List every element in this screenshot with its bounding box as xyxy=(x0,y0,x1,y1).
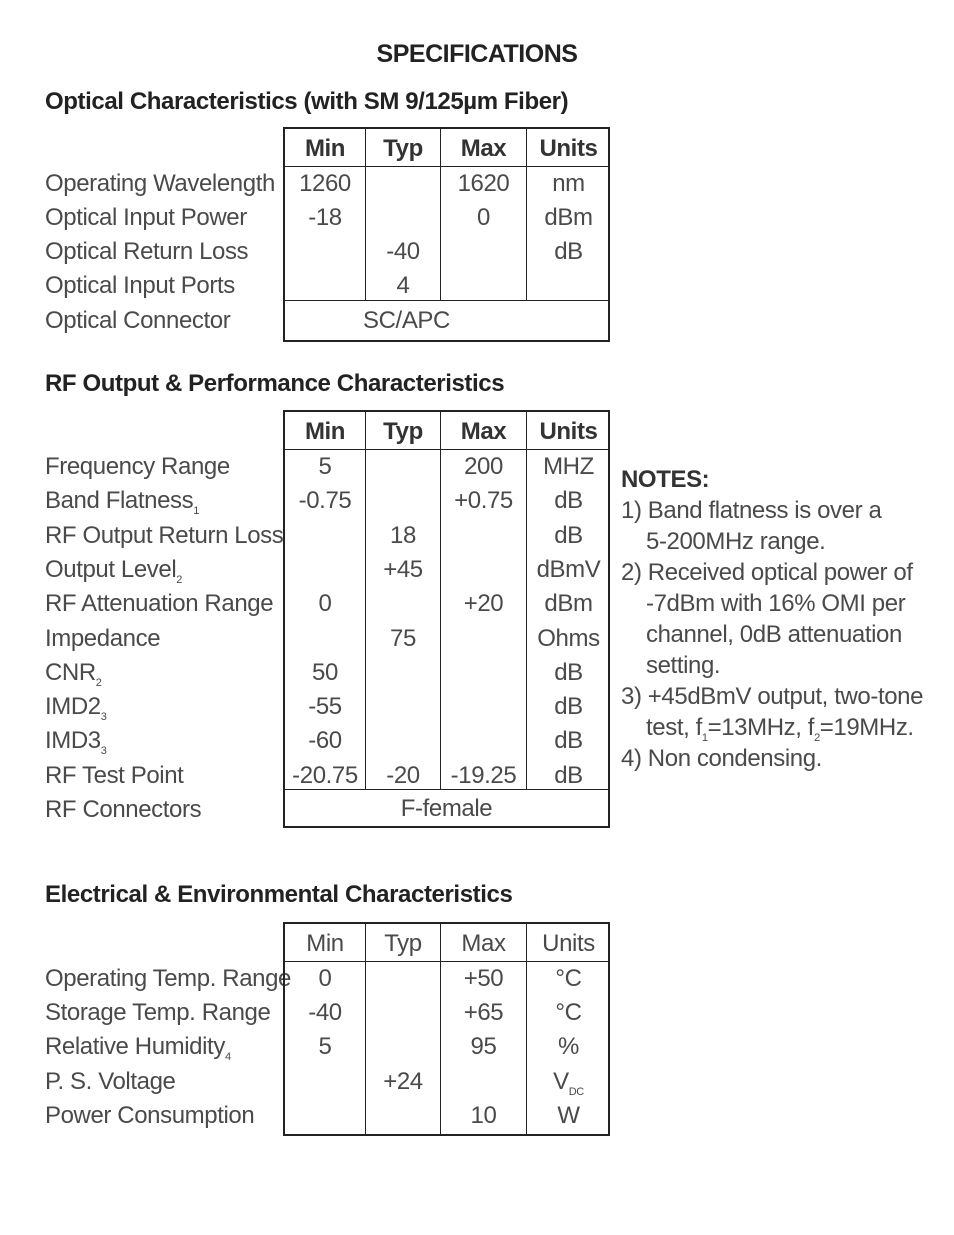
optical-table xyxy=(283,127,610,342)
electrical-row-label: Operating Temp. Range xyxy=(45,965,291,992)
column-header-min: Min xyxy=(304,135,346,162)
table-cell-units: dBm xyxy=(544,590,593,617)
table-cell-max: +0.75 xyxy=(454,487,513,514)
rf-row-label: Impedance xyxy=(45,625,161,652)
table-cell-max: 200 xyxy=(464,453,503,480)
table-cell-typ: +45 xyxy=(383,556,423,583)
column-header-typ: Typ xyxy=(383,135,423,162)
table-cell-units: dB xyxy=(554,238,583,265)
table-cell-min: -40 xyxy=(308,999,342,1026)
column-header-typ: Typ xyxy=(383,418,423,445)
table-cell-max: +50 xyxy=(463,965,504,992)
electrical-heading: Electrical & Environmental Characteristics xyxy=(45,881,513,908)
table-cell-min: -18 xyxy=(308,204,342,231)
rf-row-label: RF Output Return Loss xyxy=(45,522,284,549)
table-cell-units: dB xyxy=(554,727,583,754)
table-cell-units: dB xyxy=(554,522,583,549)
table-cell-units: dB xyxy=(554,659,583,686)
table-cell-max: +20 xyxy=(463,590,504,617)
table-cell-max: -19.25 xyxy=(450,762,517,789)
rf-row-label: RF Attenuation Range xyxy=(45,590,274,617)
table-cell-min: -20.75 xyxy=(292,762,358,789)
table-cell-min: 1260 xyxy=(299,170,351,197)
table-cell-typ: -20 xyxy=(386,762,420,789)
table-cell-units: dBm xyxy=(544,204,593,231)
column-header-units: Units xyxy=(539,135,598,162)
table-cell-units: $V_{DC}$ xyxy=(553,1068,584,1098)
rf-table xyxy=(283,410,610,828)
table-cell-units: dB xyxy=(554,693,583,720)
electrical-row-label: Power Consumption xyxy=(45,1102,255,1129)
table-cell-typ: 18 xyxy=(390,522,416,549)
table-cell-units: % xyxy=(558,1033,579,1060)
table-cell-units: dB xyxy=(554,487,583,514)
column-header-max: Max xyxy=(461,930,506,957)
table-cell-min: 0 xyxy=(318,965,332,992)
table-cell-min: 5 xyxy=(318,1033,332,1060)
notes-title: NOTES: xyxy=(621,466,710,493)
table-cell-max: 0 xyxy=(477,204,490,231)
table-cell-units: dBmV xyxy=(536,556,601,583)
table-cell-max: 95 xyxy=(470,1033,497,1060)
note-item: 2) Received optical power of -7dBm with 16% OMI per channel, 0dB attenuation setting. xyxy=(621,559,913,679)
optical-connector-value: SC/APC xyxy=(363,307,450,334)
column-header-min: Min xyxy=(304,418,346,445)
notes-block xyxy=(621,464,941,774)
column-header-units: Units xyxy=(542,930,595,957)
rf-connectors-label: RF Connectors xyxy=(45,796,202,823)
optical-connector-label: Optical Connector xyxy=(45,307,231,334)
optical-row-label: Optical Input Power xyxy=(45,204,247,231)
column-header-units: Units xyxy=(539,418,598,445)
optical-row-label: Optical Input Ports xyxy=(45,272,235,299)
table-cell-min: -0.75 xyxy=(298,487,352,514)
table-cell-units: °C xyxy=(555,999,582,1026)
note-item: 3) +45dBmV output, two-tone test, $f_1=13MHz$, $f_2=19MHz$. xyxy=(621,683,924,744)
electrical-row-label: Storage Temp. Range xyxy=(45,999,271,1026)
table-cell-units: °C xyxy=(555,965,582,992)
rf-row-label: Band Flatness$_1$ xyxy=(45,487,199,517)
table-cell-typ: -40 xyxy=(386,238,420,265)
table-cell-units: W xyxy=(557,1102,580,1129)
rf-row-label: $CNR_2$ xyxy=(45,659,102,689)
column-header-max: Max xyxy=(460,135,507,162)
column-header-min: Min xyxy=(306,930,344,957)
electrical-table xyxy=(283,922,610,1136)
electrical-row-label: Relative Humidity$_4$ xyxy=(45,1033,231,1063)
rf-heading: RF Output & Performance Characteristics xyxy=(45,370,505,397)
table-cell-max: 10 xyxy=(470,1102,497,1129)
table-cell-min: 50 xyxy=(312,659,338,686)
rf-row-label: RF Test Point xyxy=(45,762,184,789)
table-cell-units: Ohms xyxy=(537,625,600,652)
column-header-typ: Typ xyxy=(384,930,422,957)
table-cell-min: -55 xyxy=(308,693,342,720)
table-cell-max: 1620 xyxy=(457,170,510,197)
rf-row-label: $IMD2_3$ xyxy=(45,693,107,723)
rf-row-label: Frequency Range xyxy=(45,453,230,480)
table-cell-units: nm xyxy=(552,170,585,197)
optical-row-label: Optical Return Loss xyxy=(45,238,249,265)
table-cell-units: MHZ xyxy=(543,453,594,480)
table-cell-min: 5 xyxy=(318,453,332,480)
rf-row-label: $IMD3_3$ xyxy=(45,727,107,757)
optical-heading: Optical Characteristics (with SM 9/125µm Fiber) xyxy=(45,88,569,115)
table-cell-max: +65 xyxy=(463,999,504,1026)
rf-row-label: Output Level$_2$ xyxy=(45,556,183,586)
note-item: 4) Non condensing. xyxy=(621,745,822,772)
page-title: SPECIFICATIONS xyxy=(376,40,578,68)
electrical-row-label: P. S. Voltage xyxy=(45,1068,176,1095)
table-cell-min: -60 xyxy=(308,727,342,754)
table-cell-typ: +24 xyxy=(383,1068,423,1095)
rf-connectors-value: F-female xyxy=(400,795,493,822)
table-cell-min: 0 xyxy=(318,590,332,617)
optical-row-label: Operating Wavelength xyxy=(45,170,275,197)
note-item: 1) Band flatness is over a 5-200MHz range. xyxy=(621,497,882,555)
column-header-max: Max xyxy=(460,418,507,445)
table-cell-typ: 75 xyxy=(390,625,416,652)
table-cell-typ: 4 xyxy=(396,272,410,299)
table-cell-units: dB xyxy=(554,762,583,789)
